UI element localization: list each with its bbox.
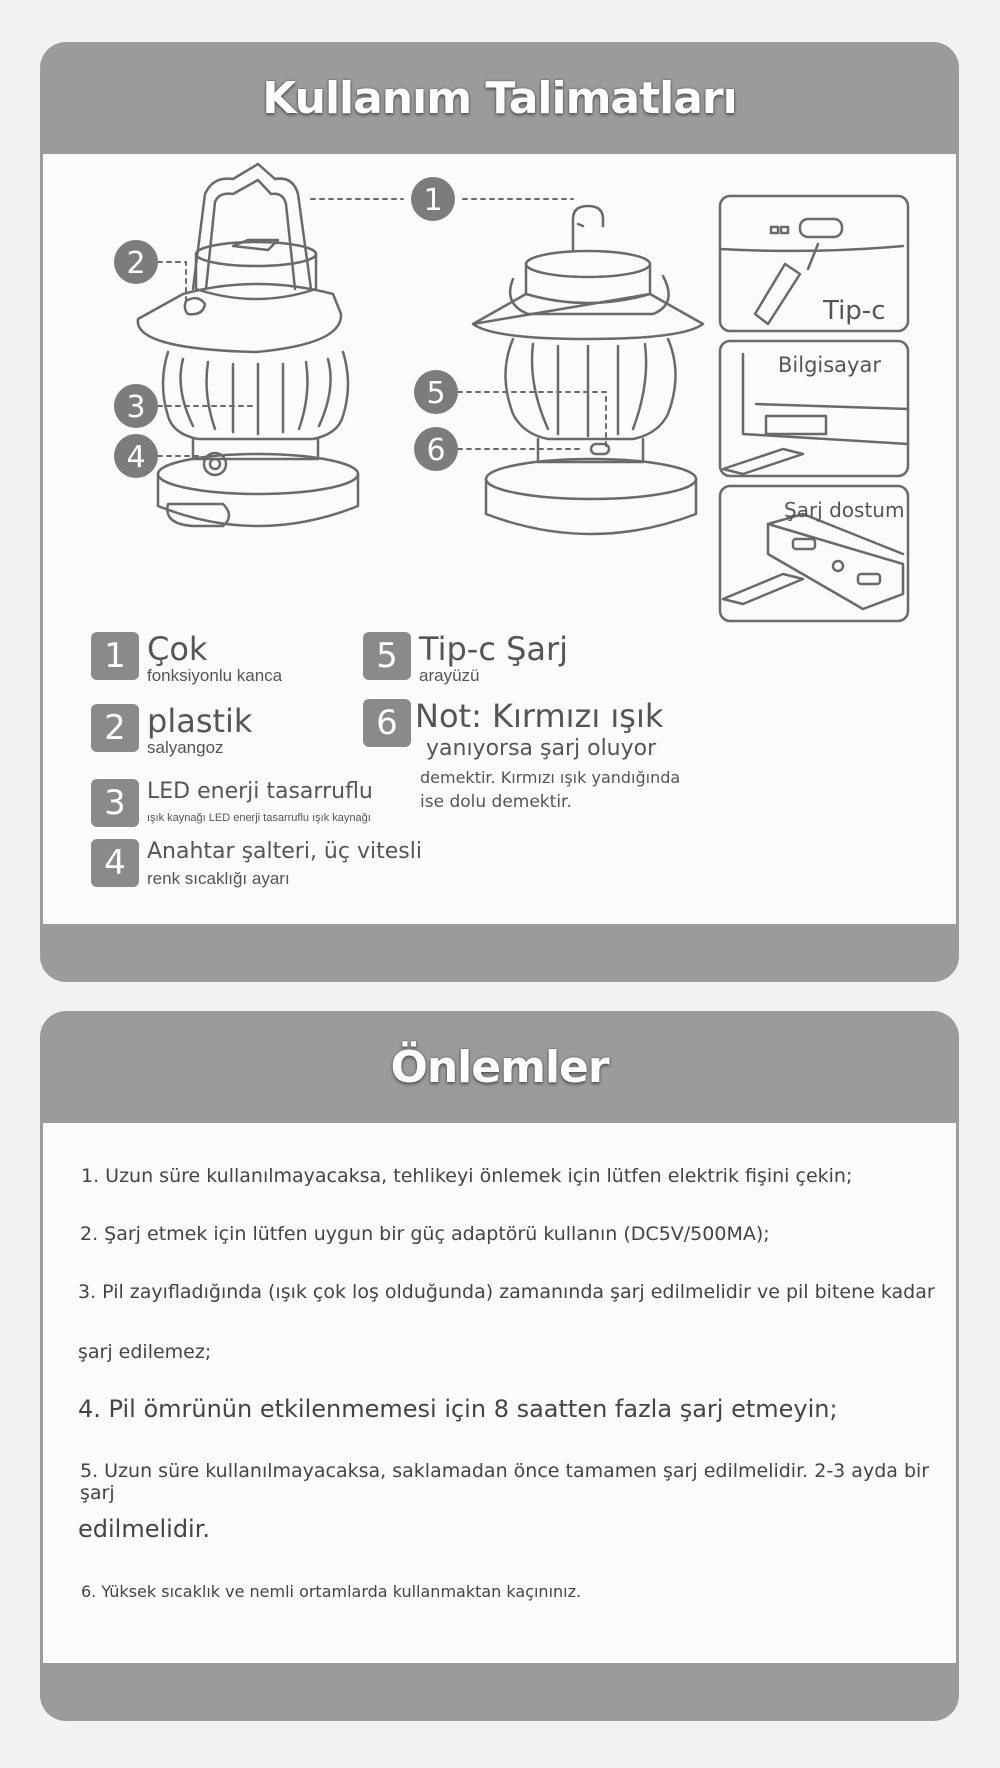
legend-item-4: [91, 839, 422, 889]
legend-item-2: [91, 704, 252, 758]
lantern-right-illustration: [473, 206, 703, 534]
legend-item-5: [363, 632, 568, 686]
label-powerbank: Şarj dostum: [784, 498, 905, 522]
callout-2: 2: [126, 246, 146, 281]
legend-title-6: Not: Kırmızı ışık: [415, 697, 664, 735]
precaution-1: 1. Uzun süre kullanılmayacaksa, tehlikeyi önlemek için lütfen elektrik fişini çekin;: [81, 1165, 853, 1187]
legend-title-1: Çok: [147, 630, 208, 668]
precautions-title: Önlemler: [390, 1041, 609, 1093]
precaution-2: 2. Şarj etmek için lütfen uygun bir güç adaptörü kullanın (DC5V/500MA);: [80, 1223, 770, 1245]
legend-note-line-3: demektir. Kırmızı ışık yandığında: [420, 768, 681, 787]
legend-badge-3: 3: [91, 779, 139, 827]
legend-sub-4: renk sıcaklığı ayarı: [147, 869, 290, 888]
callout-6: 6: [426, 433, 446, 468]
legend-title-4: Anahtar şalteri, üç vitesli: [147, 839, 422, 864]
legend-item-1: [91, 632, 282, 686]
precautions-card: [40, 1011, 959, 1721]
precautions-header: [40, 1011, 959, 1123]
instructions-card: [40, 42, 959, 982]
legend-badge-4: 4: [91, 839, 139, 887]
instructions-title: Kullanım Talimatları: [262, 72, 737, 124]
legend-badge-1: 1: [91, 632, 139, 680]
precaution-5-cont: edilmelidir.: [78, 1515, 211, 1543]
callout-5: 5: [426, 376, 446, 411]
lantern-left-illustration: [138, 164, 358, 526]
instructions-header: [40, 42, 959, 154]
callout-leaders: [158, 199, 606, 456]
legend-note-line-4: ise dolu demektir.: [420, 792, 572, 812]
legend-badge-2: 2: [91, 704, 139, 752]
precaution-3: 3. Pil zayıfladığında (ışık çok loş olduğunda) zamanında şarj edilmelidir ve pil bitene kadar: [78, 1281, 935, 1303]
legend-sub-3: ışık kaynağı LED enerji tasarruflu ışık kaynağı: [147, 812, 371, 824]
legend-sub-5: arayüzü: [419, 666, 480, 685]
legend-badge-5: 5: [363, 632, 411, 680]
instructions-body: [43, 154, 956, 924]
legend-title-2: plastik: [147, 702, 253, 740]
precaution-6: 6. Yüksek sıcaklık ve nemli ortamlarda kullanmaktan kaçınınız.: [81, 1582, 582, 1601]
precaution-5: 5. Uzun süre kullanılmayacaksa, saklamadan önce tamamen şarj edilmelidir. 2-3 ayda bir şarj: [80, 1460, 930, 1504]
callout-1: 1: [423, 183, 443, 218]
legend-title-5: Tip-c Şarj: [419, 630, 569, 668]
legend-badge-6: 6: [363, 699, 411, 747]
legend-item-3: [91, 779, 373, 827]
legend-sub-2: salyangoz: [147, 738, 224, 757]
precaution-4: 4. Pil ömrünün etkilenmemesi için 8 saatten fazla şarj etmeyin;: [78, 1395, 838, 1423]
precaution-3-cont: şarj edilemez;: [78, 1341, 212, 1363]
label-tipc: Tip-c: [823, 296, 886, 326]
callout-circles: [114, 177, 458, 478]
precautions-body: [43, 1123, 956, 1663]
legend-title-3: LED enerji tasarruflu: [147, 779, 373, 804]
label-computer: Bilgisayar: [778, 353, 881, 377]
callout-3: 3: [126, 390, 146, 425]
legend-sub-1: fonksiyonlu kanca: [147, 666, 283, 685]
callout-4: 4: [126, 440, 146, 475]
legend-note-line-2: yanıyorsa şarj oluyor: [426, 736, 657, 761]
